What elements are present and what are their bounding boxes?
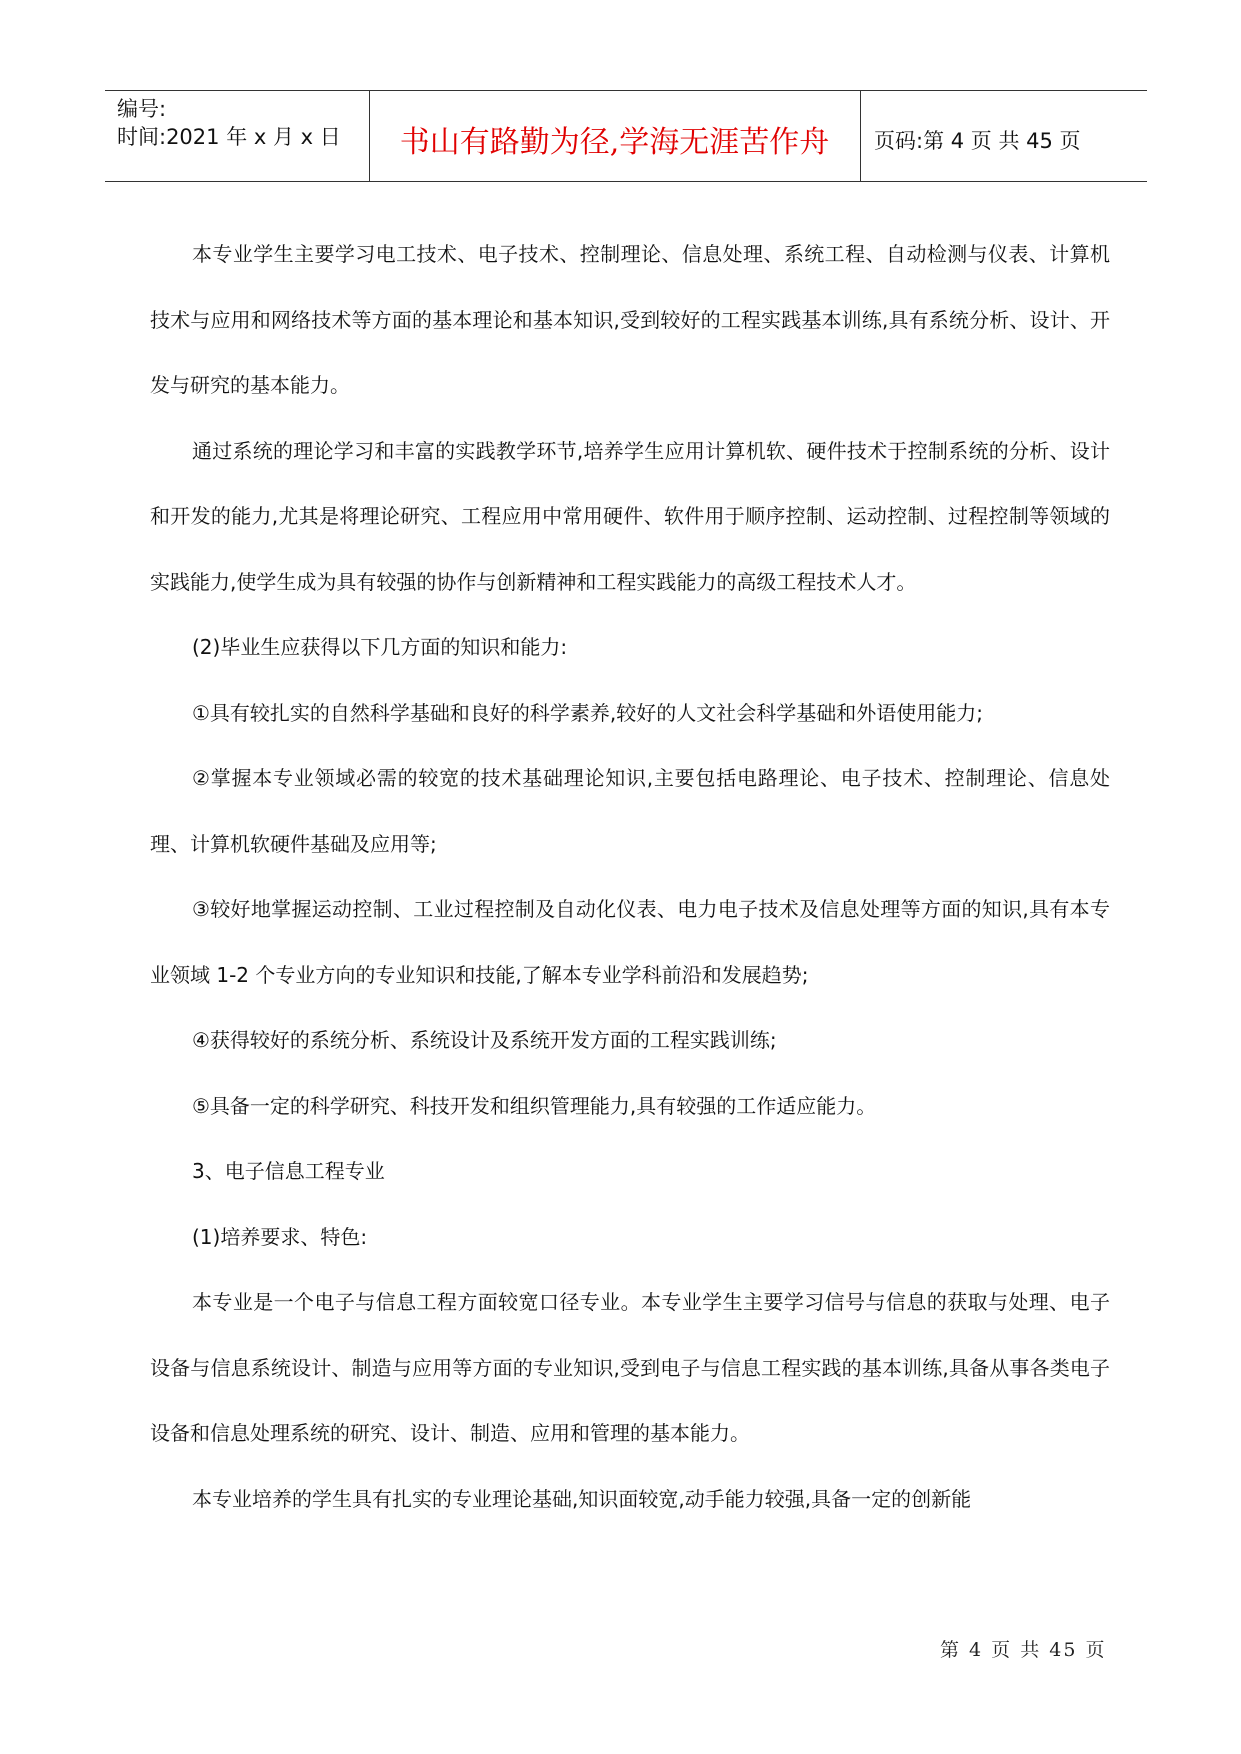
page-footer: 第 4 页 共 45 页 (940, 1639, 1107, 1661)
paragraph: ①具有较扎实的自然科学基础和良好的科学素养,较好的人文社会科学基础和外语使用能力; (192, 700, 984, 725)
section-heading: 3、电子信息工程专业 (192, 1159, 385, 1183)
paragraph: (1)培养要求、特色: (192, 1224, 368, 1249)
paragraph: 本专业学生主要学习电工技术、电子技术、控制理论、信息处理、系统工程、自动检测与仪表、计算机技术与应用和网络技术等方面的基本理论和基本知识,受到较好的工程实践基本训练,具有系统分析、设计、开发与研究的基本能力。 (150, 242, 1110, 397)
header-motto-cell (369, 91, 861, 181)
paragraph: ③较好地掌握运动控制、工业过程控制及自动化仪表、电力电子技术及信息处理等方面的知识,具有本专业领域 1-2 个专业方向的专业知识和技能,了解本专业学科前沿和发展趋势; (150, 897, 1110, 987)
paragraph: ⑤具备一定的科学研究、科技开发和组织管理能力,具有较强的工作适应能力。 (192, 1093, 877, 1118)
paragraph: 本专业是一个电子与信息工程方面较宽口径专业。本专业学生主要学习信号与信息的获取与处理、电子设备与信息系统设计、制造与应用等方面的专业知识,受到电子与信息工程实践的基本训练,具备从事各类电子设备和信息处理系统的研究、设计、制造、应用和管理的基本能力。 (150, 1290, 1110, 1445)
paragraph: ②掌握本专业领域必需的较宽的技术基础理论知识,主要包括电路理论、电子技术、控制理论、信息处理、计算机软硬件基础及应用等; (150, 766, 1110, 856)
header-info-cell (105, 91, 370, 181)
document-time-label: 时间:2021 年 x 月 x 日 (117, 125, 341, 149)
paragraph: ④获得较好的系统分析、系统设计及系统开发方面的工程实践训练; (192, 1028, 777, 1052)
paragraph: 通过系统的理论学习和丰富的实践教学环节,培养学生应用计算机软、硬件技术于控制系统的分析、设计和开发的能力,尤其是将理论研究、工程应用中常用硬件、软件用于顺序控制、运动控制、过程控制等领域的实践能力,使学生成为具有较强的协作与创新精神和工程实践能力的高级工程技术人才。 (150, 438, 1110, 594)
document-number-label: 编号: (117, 97, 167, 121)
header-page-cell (860, 91, 1147, 181)
document-header (105, 90, 1147, 182)
document-body (150, 222, 1110, 1532)
motto-text: 书山有路勤为径,学海无涯苦作舟 (399, 125, 830, 160)
paragraph: (2)毕业生应获得以下几方面的知识和能力: (192, 635, 568, 659)
header-page-number: 页码:第 4 页 共 45 页 (874, 129, 1081, 153)
paragraph: 本专业培养的学生具有扎实的专业理论基础,知识面较宽,动手能力较强,具备一定的创新能 (192, 1486, 972, 1511)
